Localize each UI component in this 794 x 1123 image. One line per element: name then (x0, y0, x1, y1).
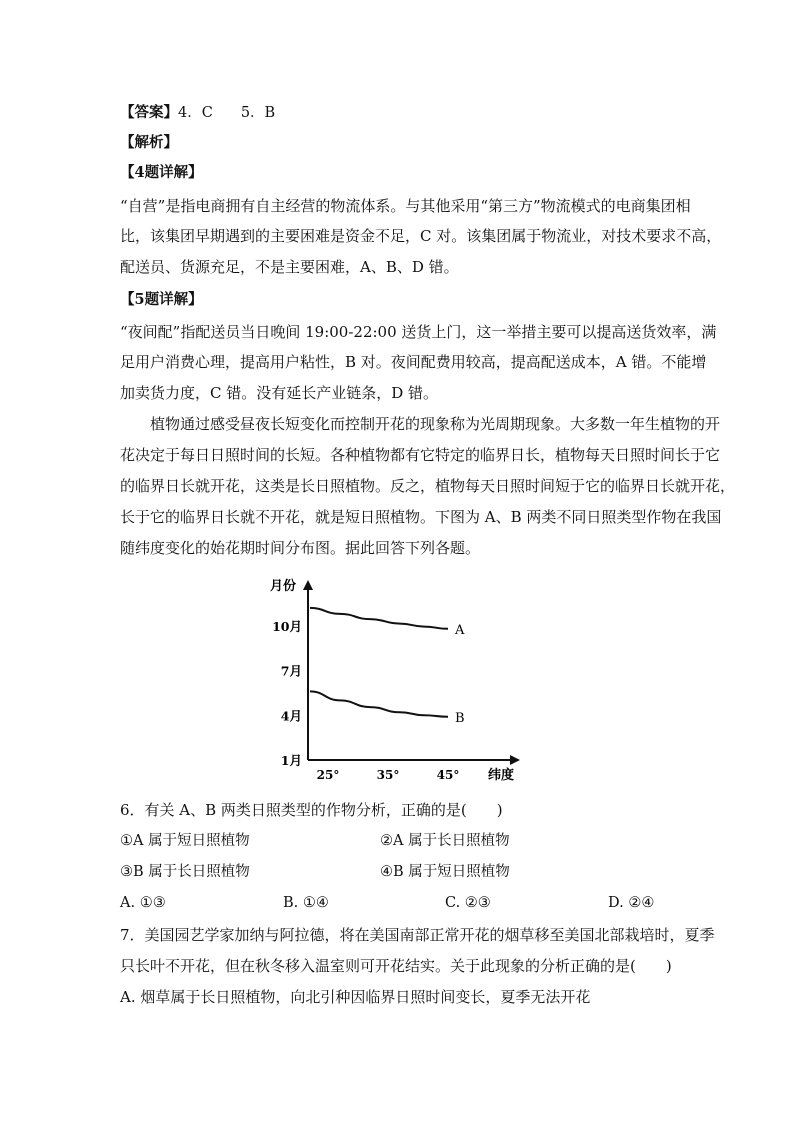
passage-line: 植物通过感受昼夜长短变化而控制开花的现象称为光周期现象。大多数一年生植物的开 (150, 415, 721, 433)
y-axis-title: 月份 (270, 579, 297, 594)
q6-option-2: ②A 属于长日照植物 (380, 833, 510, 849)
y-axis-arrow (303, 580, 313, 590)
q6-option-3: ③B 属于长日照植物 (120, 864, 250, 880)
q6-stem: 6．有关 A、B 两类日照类型的作物分析，正确的是( ) (120, 801, 503, 819)
q6-option-1: ①A 属于短日照植物 (120, 833, 250, 849)
q7-option-a: A. 烟草属于长日照植物，向北引种因临界日照时间变长，夏季无法开花 (120, 988, 591, 1006)
q7-text-line: 7．美国园艺学家加纳与阿拉德，将在美国南部正常开花的烟草移至美国北部栽培时，夏季 (120, 926, 715, 944)
answer-item-4: 4．C (178, 105, 213, 121)
q6-choice-d: D. ②④ (608, 895, 655, 911)
q5-text-line: 足用户消费心理，提高用户粘性，B 对。夜间配费用较高，提高配送成本，A 错。不能增 (120, 353, 707, 371)
q6-choice-a: A. ①③ (120, 895, 166, 911)
series-label-a: A (455, 622, 465, 638)
y-tick-label: 7月 (280, 663, 302, 679)
passage-line: 随纬度变化的始花期时间分布图。据此回答下列各题。 (120, 539, 481, 557)
q6-option-4: ④B 属于短日照植物 (380, 864, 510, 880)
q5-text-line: 加卖货力度，C 错。没有延长产业链条，D 错。 (120, 384, 439, 402)
y-tick-label: 4月 (280, 708, 302, 724)
answer-item-5: 5．B (240, 105, 276, 121)
passage-line: 花决定于每日日照时间的长短。各种植物都有它特定的临界日长，植物每天日照时间长于它 (120, 446, 721, 464)
x-axis-title: 纬度 (488, 768, 515, 783)
q6-choice-b: B. ①④ (283, 895, 329, 911)
passage-line: 的临界日长就开花，这类是长日照植物。反之，植物每天日照时间短于它的临界日长就开花， (120, 477, 736, 495)
series-label-b: B (455, 710, 465, 726)
x-tick-label: 35° (376, 768, 400, 782)
x-tick-label: 25° (316, 768, 340, 782)
x-axis-arrow (510, 755, 520, 765)
q4-text-line: 比，该集团早期遇到的主要困难是资金不足，C 对。该集团属于物流业，对技术要求不高， (120, 227, 722, 245)
series-line-b (310, 691, 448, 716)
passage-line: 长于它的临界日长就不开花，就是短日照植物。下图为 A、B 两类不同日照类型作物在我国 (120, 508, 722, 526)
q7-text-line: 只长叶不开花，但在秋冬移入温室则可开花结实。关于此现象的分析正确的是( ) (120, 957, 672, 975)
analysis-heading: 【解析】 (120, 134, 178, 151)
y-tick-label: 1月 (280, 753, 302, 768)
q4-text-line: 配送员、货源充足，不是主要困难，A、B、D 错。 (120, 258, 459, 276)
q5-text-line: “夜间配”指配送员当日晚间 19:00-22:00 送货上门，这一举措主要可以提高送货效率，满 (120, 323, 717, 341)
q5-heading: 【5题详解】 (120, 291, 203, 308)
answer-label: 【答案】 (120, 104, 178, 121)
answer-line (120, 103, 275, 123)
flowering-latitude-chart (260, 572, 530, 787)
x-tick-label: 45° (436, 768, 460, 782)
q6-choice-c: C. ②③ (445, 895, 491, 911)
q4-text-line: “自营”是指电商拥有自主经营的物流体系。与其他采用“第三方”物流模式的电商集团相 (120, 197, 691, 215)
q4-heading: 【4题详解】 (120, 164, 203, 181)
series-line-a (310, 608, 448, 629)
y-tick-label: 10月 (272, 618, 302, 634)
